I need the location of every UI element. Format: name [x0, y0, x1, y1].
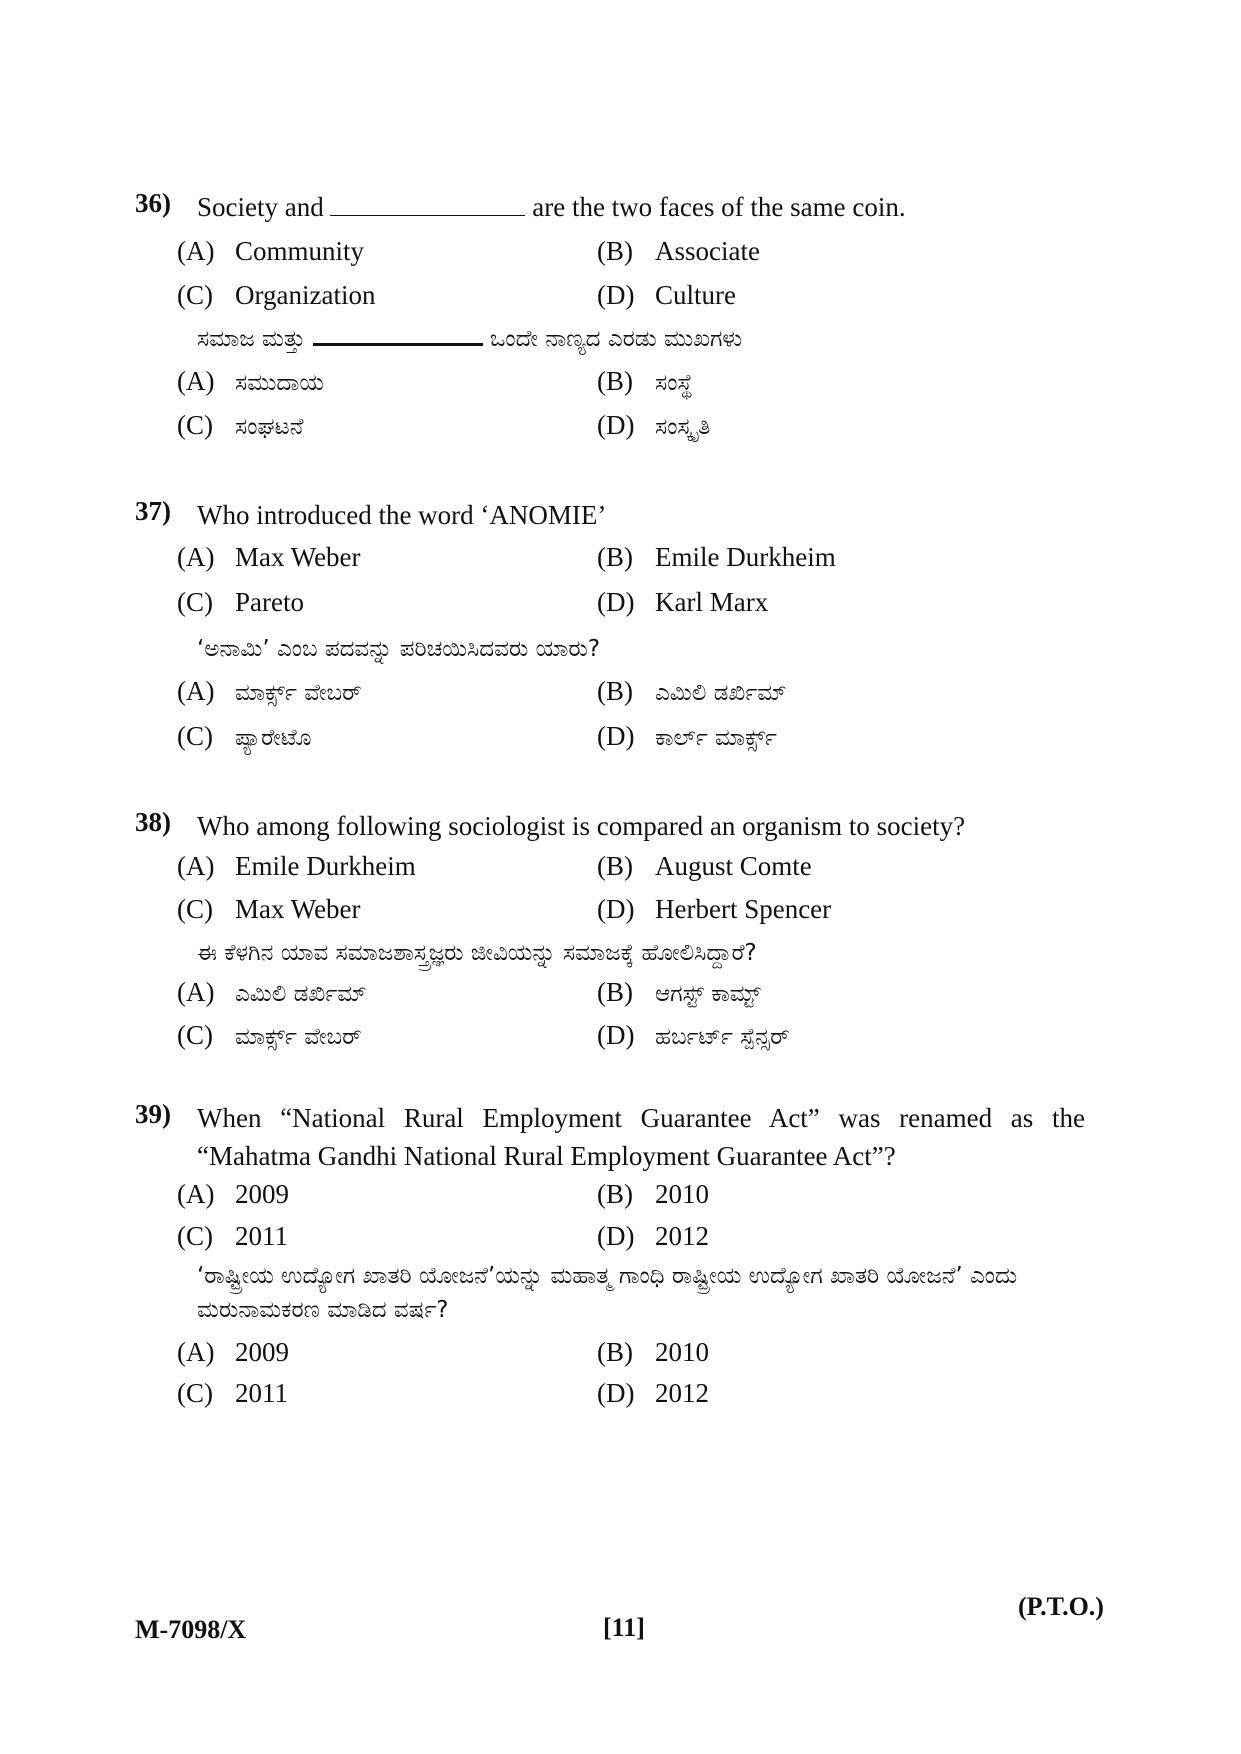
option-d-kannada: (D) 2012 [597, 1378, 709, 1408]
option-d: (D) 2012 [597, 1221, 709, 1251]
option-c-kannada: (C) 2011 [177, 1378, 288, 1408]
question-number: 37) [135, 496, 171, 526]
option-c: (C) 2011 [177, 1221, 288, 1251]
option-a: (A) Community [177, 236, 365, 266]
question-number: 36) [135, 188, 171, 218]
question-text: When “National Rural Employment Guarantee Act” was renamed as the “Mahatma Gandhi National Rural Employment Guarantee Act”? [197, 1103, 1085, 1171]
option-d-kannada: (D) ಕಾರ್ಲ್ ಮಾರ್ಕ್ಸ್ [597, 721, 777, 751]
question-text: Who introduced the word ‘ANOMIE’ [197, 500, 607, 530]
option-a-kannada: (A) ಎಮಿಲಿ ಡರ್ಖಿಮ್ [177, 977, 367, 1007]
question-text-kannada: ಸಮಾಜ ಮತ್ತು ಒಂದೇ ನಾಣ್ಯದ ಎರಡು ಮುಖಗಳು [197, 326, 743, 352]
option-a: (A) 2009 [177, 1179, 289, 1209]
option-b: (B) August Comte [597, 851, 812, 881]
option-b-kannada: (B) 2010 [597, 1337, 709, 1367]
option-a-kannada: (A) 2009 [177, 1337, 289, 1367]
option-a-kannada: (A) ಮಾರ್ಕ್ಸ್ ವೇಬರ್ [177, 676, 362, 706]
page-number: [11] [603, 1613, 645, 1642]
question-text-kannada: ‘ಅನಾಮಿ’ ಎಂಬ ಪದವನ್ನು ಪರಿಚಯಿಸಿದವರು ಯಾರು? [197, 636, 601, 662]
option-c: (C) Max Weber [177, 894, 361, 924]
option-b: (B) 2010 [597, 1179, 709, 1209]
pto-label: (P.T.O.) [1018, 1592, 1104, 1621]
option-b-kannada: (B) ಆಗಸ್ಟ್ ಕಾಮ್ಟ್ [597, 977, 761, 1007]
option-b: (B) Emile Durkheim [597, 542, 836, 572]
question-number: 38) [135, 807, 171, 837]
option-c-kannada: (C) ಪ್ಯಾರೇಟೊ [177, 721, 312, 751]
question-number: 39) [135, 1099, 171, 1129]
option-d: (D) Culture [597, 280, 736, 310]
option-a: (A) Emile Durkheim [177, 851, 416, 881]
option-d: (D) Herbert Spencer [597, 894, 832, 924]
answer-blank [313, 329, 483, 346]
option-d-kannada: (D) ಹರ್ಬರ್ಟ್ ಸ್ಪೆನ್ಸರ್ [597, 1020, 790, 1050]
question-text-kannada: ‘ರಾಷ್ಟ್ರೀಯ ಉದ್ಯೋಗ ಖಾತರಿ ಯೋಜನೆ’ಯನ್ನು ಮಹಾತ್ಮ ಗಾಂಧಿ ರಾಷ್ಟ್ರೀಯ ಉದ್ಯೋಗ ಖಾತರಿ ಯೋಜನೆ’ ಎಂದು ಮರುನಾಮಕರಣ ಮಾಡಿದ ವರ್ಷ? [197, 1263, 1018, 1323]
question-text: Society and are the two faces of the same coin. [197, 192, 906, 222]
option-a: (A) Max Weber [177, 542, 361, 572]
option-c-kannada: (C) ಸಂಘಟನೆ [177, 410, 304, 440]
option-c: (C) Pareto [177, 587, 304, 617]
question-text: Who among following sociologist is compared an organism to society? [197, 811, 966, 841]
option-d: (D) Karl Marx [597, 587, 769, 617]
paper-code: M-7098/X [135, 1615, 247, 1644]
option-a-kannada: (A) ಸಮುದಾಯ [177, 366, 325, 396]
answer-blank [330, 195, 525, 216]
option-c: (C) Organization [177, 280, 376, 310]
option-d-kannada: (D) ಸಂಸ್ಕೃತಿ [597, 410, 711, 440]
option-c-kannada: (C) ಮಾರ್ಕ್ಸ್ ವೇಬರ್ [177, 1020, 362, 1050]
option-b-kannada: (B) ಎಮಿಲಿ ಡರ್ಖಿಮ್ [597, 676, 787, 706]
question-text-kannada: ಈ ಕೆಳಗಿನ ಯಾವ ಸಮಾಜಶಾಸ್ತ್ರಜ್ಞರು ಜೀವಿಯನ್ನು ಸಮಾಜಕ್ಕೆ ಹೋಲಿಸಿದ್ದಾರೆ? [197, 940, 757, 966]
option-b-kannada: (B) ಸಂಸ್ಥೆ [597, 366, 693, 396]
option-b: (B) Associate [597, 236, 760, 266]
